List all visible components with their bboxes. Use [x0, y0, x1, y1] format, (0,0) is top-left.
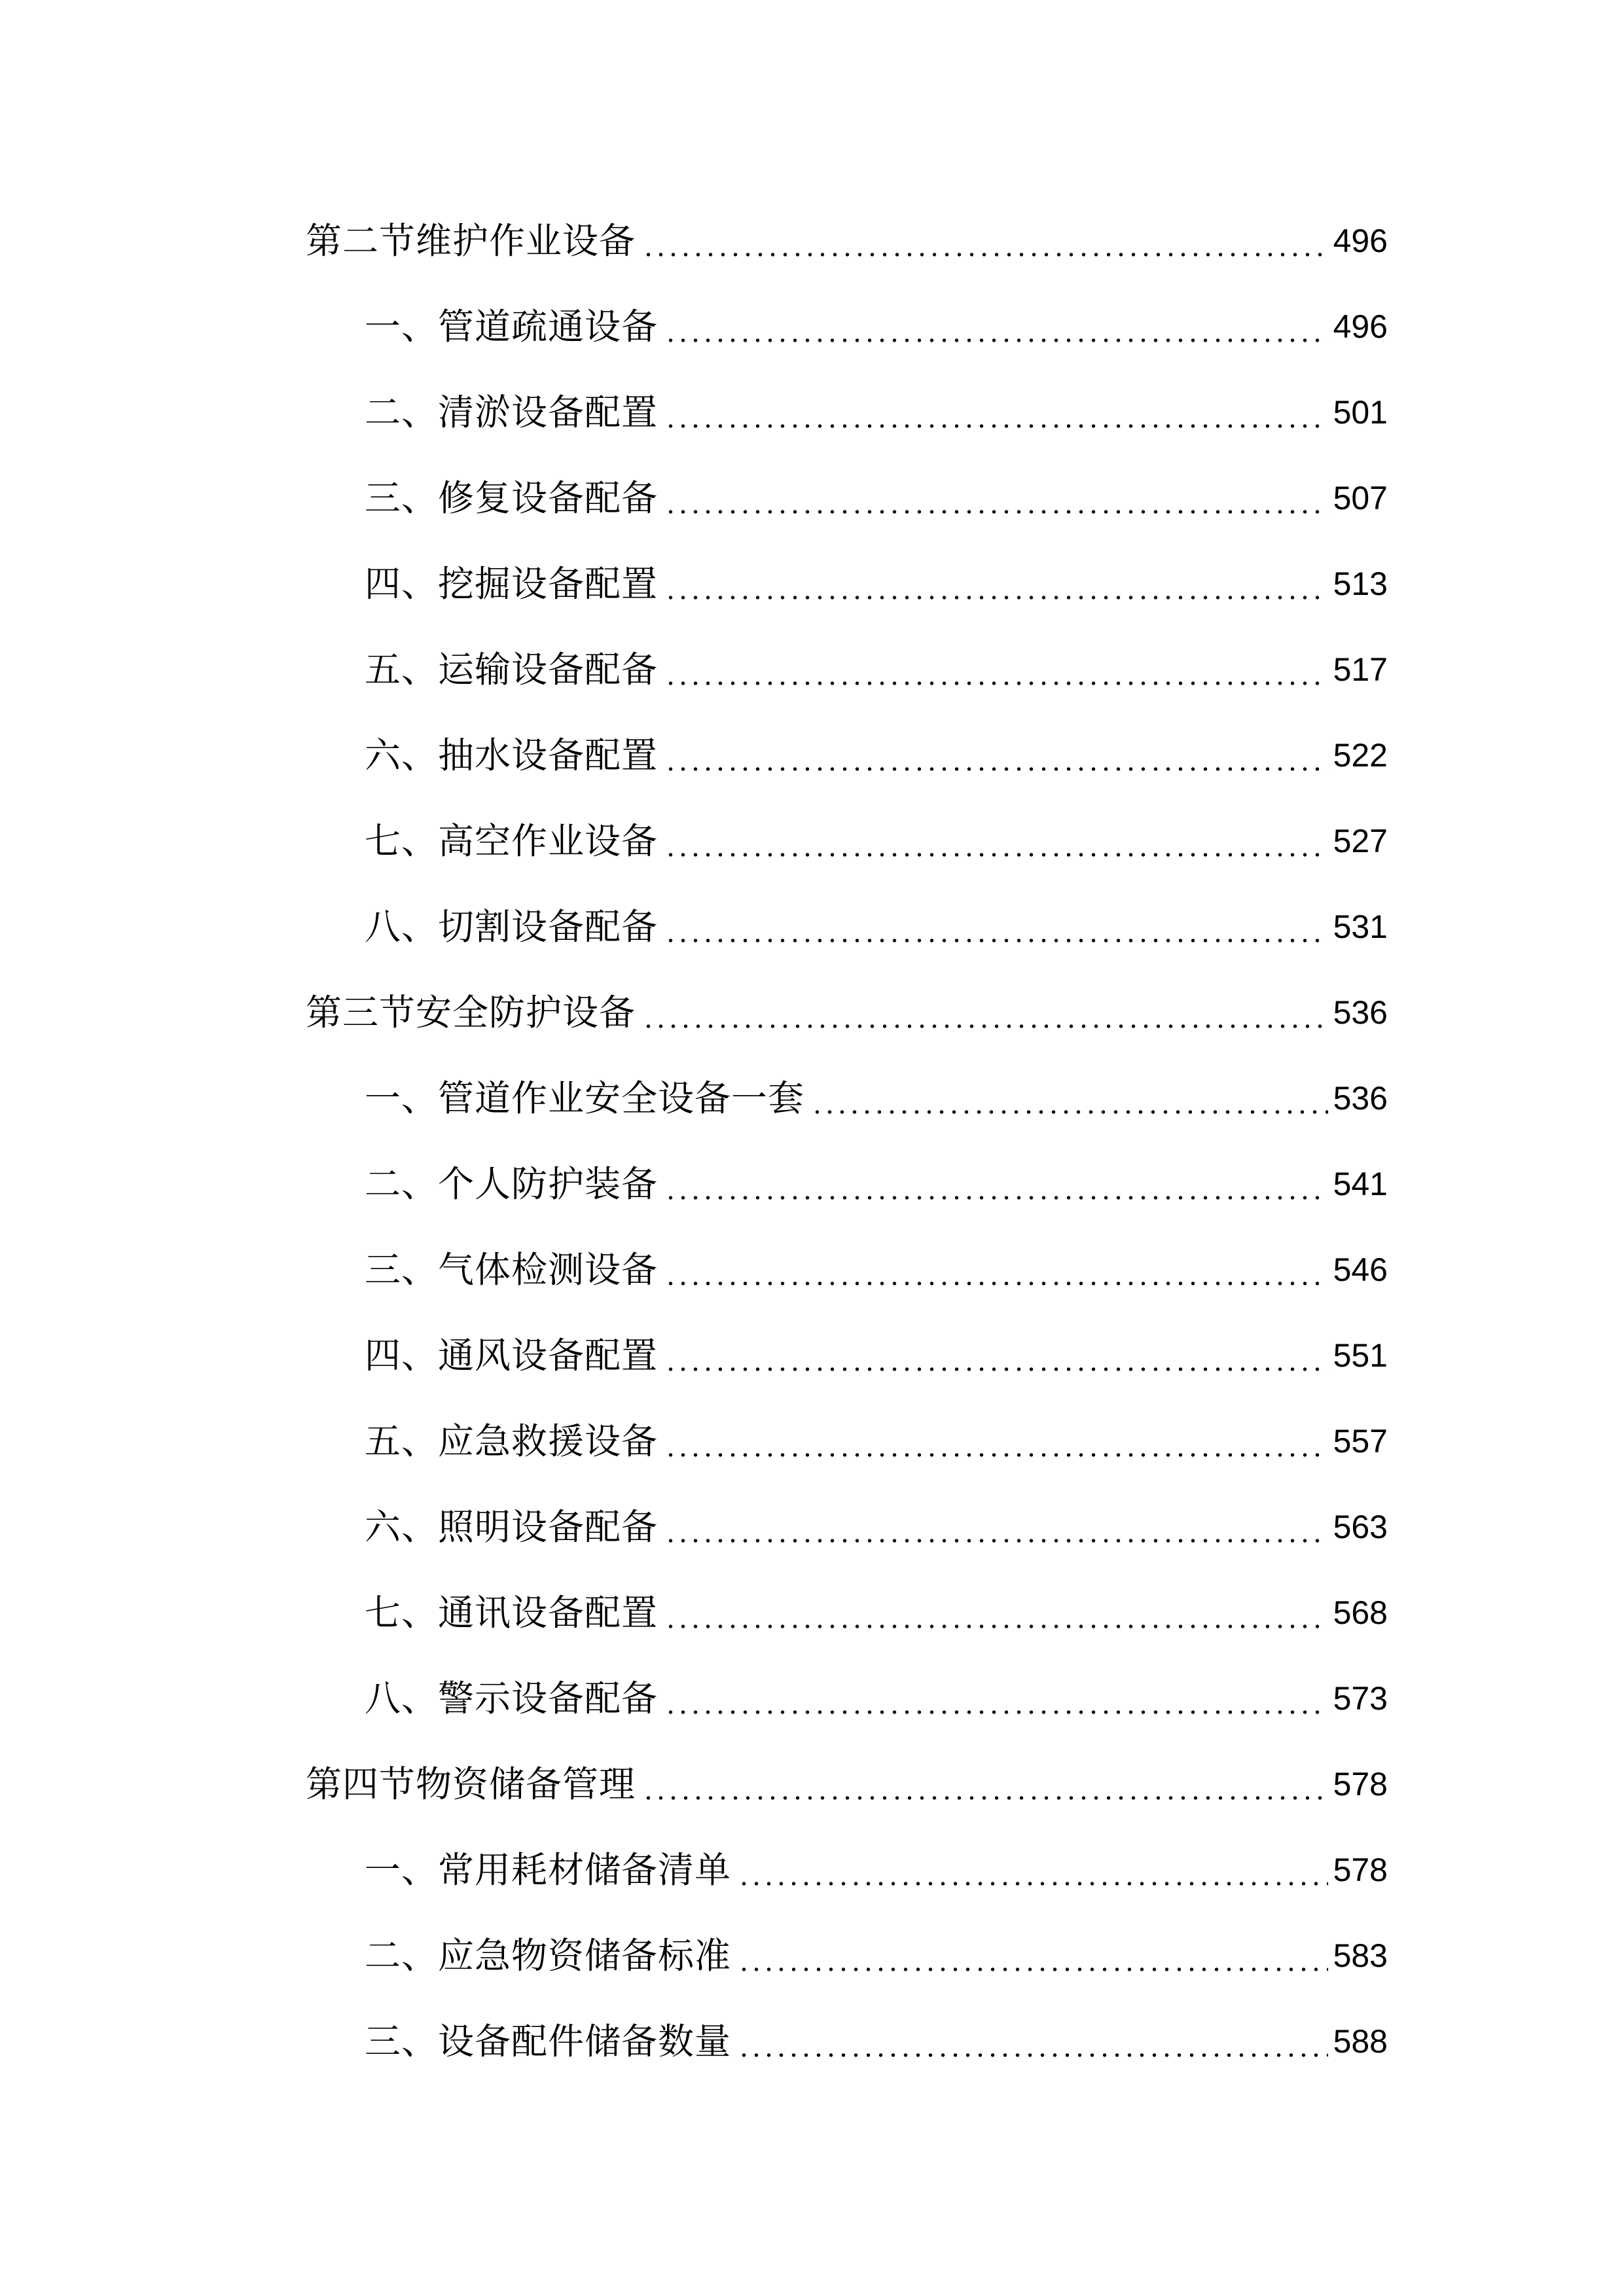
toc-page-number: 588 — [1333, 2023, 1388, 2060]
toc-section-entry — [306, 1742, 1388, 1827]
toc-page-number: 517 — [1333, 651, 1388, 688]
toc-subsection-entry — [306, 284, 1388, 370]
dot-leader — [738, 1913, 1328, 1999]
toc-subsection-entry — [306, 1999, 1388, 2085]
dot-leader — [664, 1484, 1328, 1570]
toc-page-number: 563 — [1333, 1509, 1388, 1545]
toc-subsection-entry — [306, 1313, 1388, 1399]
toc-subsection-entry — [306, 1141, 1388, 1227]
toc-page-number: 546 — [1333, 1251, 1388, 1288]
dot-leader — [664, 798, 1328, 884]
toc-entry-title: 第二节维护作业设备 — [306, 220, 636, 262]
toc-page-number: 578 — [1333, 1852, 1388, 1888]
toc-subsection-entry — [306, 1656, 1388, 1742]
toc-subsection-entry — [306, 627, 1388, 713]
toc-entry-title: 七、高空作业设备 — [365, 820, 659, 862]
dot-leader — [664, 713, 1328, 798]
toc-page-number: 578 — [1333, 1766, 1388, 1803]
toc-entry-title: 一、常用耗材储备清单 — [365, 1849, 732, 1891]
toc-subsection-entry — [306, 541, 1388, 627]
toc-page-number: 541 — [1333, 1166, 1388, 1202]
toc-entry-title: 六、照明设备配备 — [365, 1506, 659, 1548]
toc-subsection-entry — [306, 1570, 1388, 1656]
toc-entry-title: 三、设备配件储备数量 — [365, 2020, 732, 2062]
toc-entry-title: 七、通讯设备配置 — [365, 1592, 659, 1634]
toc-entry-title: 第四节物资储备管理 — [306, 1763, 636, 1805]
dot-leader — [664, 1141, 1328, 1227]
toc-section-entry — [306, 198, 1388, 284]
dot-leader — [664, 1313, 1328, 1399]
toc-entry-title: 五、运输设备配备 — [365, 649, 659, 691]
toc-page-number: 573 — [1333, 1680, 1388, 1717]
toc-page-number: 583 — [1333, 1937, 1388, 1974]
toc-subsection-entry — [306, 370, 1388, 456]
toc-entry-title: 一、管道疏通设备 — [365, 306, 659, 348]
toc-page-number: 507 — [1333, 480, 1388, 516]
dot-leader — [664, 627, 1328, 713]
toc-entry-title: 八、警示设备配备 — [365, 1677, 659, 1719]
toc-subsection-entry — [306, 1227, 1388, 1313]
toc-subsection-entry — [306, 713, 1388, 798]
dot-leader — [738, 1999, 1328, 2085]
toc-entry-title: 五、应急救援设备 — [365, 1420, 659, 1462]
dot-leader — [664, 1227, 1328, 1313]
toc-page-number: 527 — [1333, 823, 1388, 859]
toc-entry-title: 三、修复设备配备 — [365, 477, 659, 519]
toc-page-number: 531 — [1333, 908, 1388, 945]
toc-page-number: 522 — [1333, 737, 1388, 774]
toc-entry-title: 第三节安全防护设备 — [306, 992, 636, 1033]
toc-entry-title: 四、挖掘设备配置 — [365, 563, 659, 605]
dot-leader — [664, 541, 1328, 627]
dot-leader — [664, 1570, 1328, 1656]
dot-leader — [642, 1742, 1328, 1827]
dot-leader — [664, 884, 1328, 970]
toc-entry-title: 二、应急物资储备标准 — [365, 1935, 732, 1977]
toc-entry-title: 二、清淤设备配置 — [365, 391, 659, 433]
toc-page-number: 496 — [1333, 223, 1388, 259]
dot-leader — [738, 1827, 1328, 1913]
dot-leader — [642, 970, 1328, 1056]
toc-entry-title: 一、管道作业安全设备一套 — [365, 1077, 805, 1119]
toc-page-number: 557 — [1333, 1423, 1388, 1460]
dot-leader — [664, 1656, 1328, 1742]
toc-section-entry — [306, 970, 1388, 1056]
toc-subsection-entry — [306, 1484, 1388, 1570]
dot-leader — [811, 1056, 1328, 1141]
toc-subsection-entry — [306, 798, 1388, 884]
toc-entry-title: 四、通风设备配置 — [365, 1335, 659, 1376]
dot-leader — [664, 1399, 1328, 1484]
toc-entry-title: 二、个人防护装备 — [365, 1163, 659, 1205]
table-of-contents — [306, 198, 1388, 2085]
toc-page-number: 551 — [1333, 1337, 1388, 1374]
dot-leader — [642, 198, 1328, 284]
dot-leader — [664, 370, 1328, 456]
toc-subsection-entry — [306, 884, 1388, 970]
toc-page-number: 536 — [1333, 1080, 1388, 1117]
toc-page-number: 568 — [1333, 1594, 1388, 1631]
dot-leader — [664, 284, 1328, 370]
toc-entry-title: 三、气体检测设备 — [365, 1249, 659, 1291]
toc-page-number: 496 — [1333, 308, 1388, 345]
toc-entry-title: 八、切割设备配备 — [365, 906, 659, 948]
toc-entry-title: 六、抽水设备配置 — [365, 734, 659, 776]
dot-leader — [664, 456, 1328, 541]
toc-subsection-entry — [306, 1056, 1388, 1141]
toc-subsection-entry — [306, 1399, 1388, 1484]
toc-page-number: 536 — [1333, 994, 1388, 1031]
toc-subsection-entry — [306, 1827, 1388, 1913]
toc-subsection-entry — [306, 1913, 1388, 1999]
toc-page-number: 513 — [1333, 565, 1388, 602]
toc-subsection-entry — [306, 456, 1388, 541]
toc-page-number: 501 — [1333, 394, 1388, 431]
